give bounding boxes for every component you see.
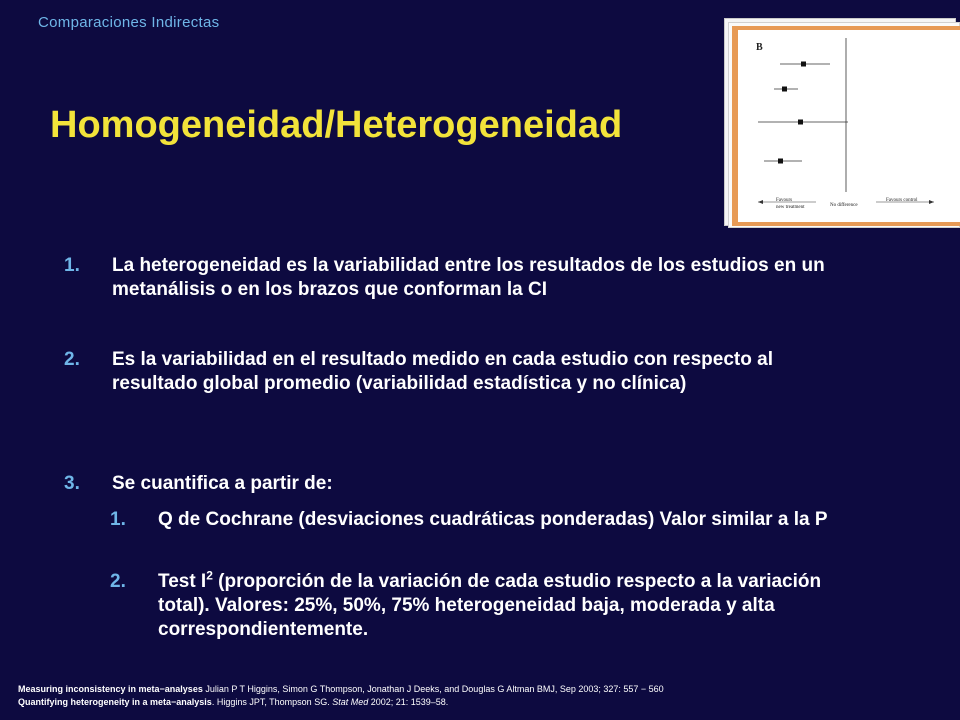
list-text: Q de Cochrane (desviaciones cuadráticas ponderadas) Valor similar a la P — [158, 509, 828, 530]
reference-title: Quantifying heterogeneity in a meta−analysis — [18, 697, 212, 707]
reference-1 — [18, 683, 948, 696]
no-difference-label: No difference — [830, 203, 858, 208]
list-number: 2. — [110, 571, 126, 592]
favours-new-label-2: new treatment — [776, 205, 805, 210]
list-number: 1. — [64, 255, 80, 276]
list-number: 2. — [64, 349, 80, 370]
reference-2 — [18, 696, 948, 709]
list-text: Se cuantifica a partir de: — [112, 473, 333, 494]
panel-label: B — [756, 42, 763, 53]
list-text: La heterogeneidad es la variabilidad entre los resultados de los estudios en un metanálisis o en los brazos que conforman la CI — [112, 255, 825, 300]
favours-control-label: Favours control — [886, 198, 918, 203]
reference-title: Measuring inconsistency in meta−analyses — [18, 684, 203, 694]
list-text — [158, 570, 858, 642]
text-before: Test I — [158, 571, 207, 592]
text-after: (proporción de la variación de cada estudio respecto a la variación total). Valores: 25%, 50%, 75% heterogeneidad baja, moderada y alta correspondientemente. — [158, 571, 822, 640]
superscript: 2 — [206, 568, 213, 583]
header-label: Comparaciones Indirectas — [38, 14, 220, 31]
references — [18, 683, 948, 709]
reference-detail: 2002; 21: 1539–58. — [368, 697, 449, 707]
favours-new-label: Favours — [776, 198, 793, 203]
list-number: 1. — [110, 509, 126, 530]
reference-detail: Julian P T Higgins, Simon G Thompson, Jonathan J Deeks, and Douglas G Altman BMJ, Sep 2003; 327: 557 − 560 — [202, 684, 664, 694]
journal-name: Stat Med — [332, 697, 369, 707]
list-number: 3. — [64, 473, 80, 494]
slide-title: Homogeneidad/Heterogeneidad — [50, 104, 623, 146]
reference-detail: . Higgins JPT, Thompson SG. — [211, 697, 333, 707]
list-text: Es la variabilidad en el resultado medido en cada estudio con respecto al resultado global promedio (variabilidad estadística y no clínica) — [112, 349, 773, 394]
